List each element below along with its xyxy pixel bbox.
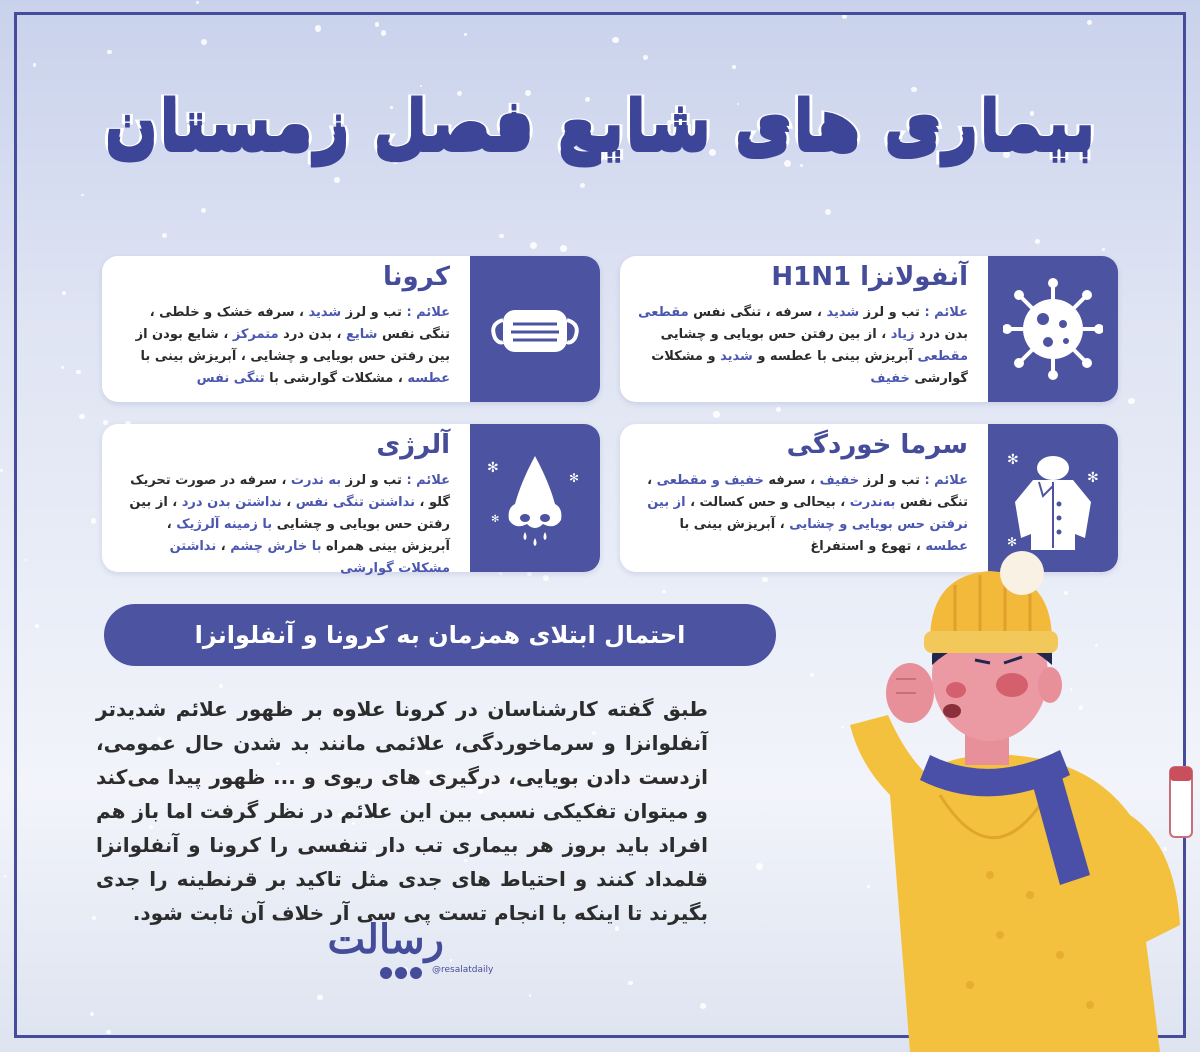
- highlighted-term: خفیف و مقطعی: [656, 473, 764, 488]
- highlighted-term: مقطعی: [917, 349, 968, 364]
- description-text: ، مشکلات گوارشی با: [264, 371, 408, 386]
- highlighted-term: نداشتن تنگی نفس: [295, 495, 415, 510]
- social-handle: @resalatdaily: [432, 965, 494, 975]
- highlighted-term: نداشتن مشکلات گوارشی: [169, 539, 450, 576]
- description-text: ، سرفه ، تنگی نفس: [688, 305, 827, 320]
- twitter-icon: [410, 967, 422, 979]
- body-paragraph: طبق گفته کارشناسان در کرونا علاوه بر ظهور علائم شدیدتر آنفلوانزا و سرماخوردگی، علائمی مانند بد شدن حال عمومی، ازدست دادن بویایی، درگیری های ریوی و ... ظهور پیدا می‌کند و میتوان تفکیکی نسبی بین این علائم در نظر گرفت اما باز هم افراد باید بروز هر بیماری تب دار تنفسی را کرونا و آنفلوانزا قلمداد کنند و احتیاط های جدی مثل تاکید بر قرنطینه را جدی بگیرند تا اینکه با انجام تست پی سی آر خلاف آن ثابت شود.: [96, 697, 708, 925]
- card-description: [116, 470, 450, 580]
- svg-text:✻: ✻: [487, 460, 499, 476]
- description-text: بدن درد: [914, 327, 968, 342]
- card-description: [634, 302, 968, 390]
- highlighted-term: خفیف: [819, 473, 860, 488]
- card-h1n1: [620, 256, 1118, 402]
- description-text: تب و لرز: [859, 473, 920, 488]
- card-title: آلرژی: [376, 430, 450, 460]
- highlighted-term: زیاد: [890, 327, 915, 342]
- description-text: آبریزش بینی با عطسه و: [752, 349, 918, 364]
- sick-person-illustration: [790, 545, 1200, 1052]
- description-text: ، سرفه در صورت تحریک گلو ،: [130, 473, 450, 510]
- description-text: ، آبریزش بینی همراه: [166, 517, 450, 554]
- highlighted-term: علائم :: [401, 473, 450, 488]
- card-title: آنفولانزا H1N1: [771, 262, 968, 292]
- description-text: ، شایع بودن از بین رفتن حس بویایی و چشایی ، آبریزش بینی با: [135, 327, 450, 364]
- face-mask-icon: [485, 274, 585, 384]
- highlighted-term: عطسه: [925, 539, 968, 554]
- description-text: ،: [216, 539, 231, 554]
- description-text: ، تنگی نفس: [647, 473, 968, 510]
- description-text: ، تهوع و استفراغ: [810, 539, 926, 554]
- description-text: تب و لرز: [341, 305, 402, 320]
- highlighted-term: شایع: [345, 327, 378, 342]
- highlighted-term: علائم :: [919, 473, 968, 488]
- highlighted-term: علائم :: [919, 305, 968, 320]
- description-text: تب و لرز: [341, 473, 402, 488]
- highlighted-term: خفیف: [870, 371, 910, 386]
- svg-text:✻: ✻: [569, 471, 580, 485]
- highlighted-term: از بین نرفتن حس بویایی و چشایی: [647, 495, 968, 532]
- snowflake: [0, 469, 3, 472]
- description-text: و مشکلات گوارشی: [651, 349, 968, 386]
- winter-jacket-icon: [1003, 442, 1103, 554]
- virus-icon-box: [988, 256, 1118, 402]
- page-title: بیماری های شایع فصل زمستان: [104, 88, 1096, 162]
- highlighted-term: شدید: [826, 305, 860, 320]
- highlighted-term: به ندرت: [290, 473, 342, 488]
- snowflake: [4, 875, 7, 878]
- card-title: کرونا: [383, 262, 450, 292]
- snowflake: [196, 1, 199, 4]
- description-text: ،: [281, 495, 296, 510]
- card-title: سرما خوردگی: [786, 430, 968, 460]
- description-text: ، بدن درد: [278, 327, 346, 342]
- highlighted-term: عطسه: [407, 371, 450, 386]
- highlighted-term: نداشتن بدن درد: [181, 495, 282, 510]
- runny-nose-icon: [485, 442, 585, 554]
- description-text: ، سرفه خشک و خلطی ، تنگی نفس: [149, 305, 450, 342]
- description-text: ، بیحالی و حس کسالت ،: [685, 495, 850, 510]
- description-text: ، سرفه: [763, 473, 820, 488]
- section-banner: احتمال ابتلای همزمان به کرونا و آنفلوانزا: [104, 604, 776, 666]
- highlighted-term: متمرکز: [232, 327, 279, 342]
- card-description: [116, 302, 450, 390]
- description-text: ، از بین رفتن حس بویایی و چشایی: [129, 495, 450, 532]
- card-allergy: [102, 424, 600, 576]
- highlighted-term: علائم :: [401, 305, 450, 320]
- instagram-icon: [380, 967, 392, 979]
- highlighted-term: تنگی نفس: [196, 371, 265, 386]
- highlighted-term: شدید: [720, 349, 753, 364]
- highlighted-term: مقطعی: [638, 305, 689, 320]
- svg-text:✻: ✻: [1087, 470, 1099, 486]
- description-text: ، آبریزش بینی با: [679, 517, 790, 532]
- highlighted-term: با زمینه آلرژیک: [176, 517, 273, 532]
- runny-nose-icon-box: [470, 424, 600, 572]
- resalat-logo: رسالت: [327, 916, 444, 963]
- highlighted-term: شدید: [308, 305, 342, 320]
- telegram-icon: [395, 967, 407, 979]
- description-text: تب و لرز: [859, 305, 920, 320]
- card-corona: [102, 256, 600, 402]
- social-icons: [380, 966, 422, 980]
- svg-text:✻: ✻: [1007, 535, 1018, 549]
- virus-icon: [1003, 274, 1103, 384]
- svg-text:✻: ✻: [1007, 452, 1019, 468]
- description-text: ، از بین رفتن حس بویایی و چشایی: [660, 327, 891, 342]
- face-mask-icon-box: [470, 256, 600, 402]
- svg-text:✻: ✻: [491, 514, 500, 525]
- highlighted-term: به‌ندرت: [849, 495, 896, 510]
- highlighted-term: با خارش چشم: [230, 539, 322, 554]
